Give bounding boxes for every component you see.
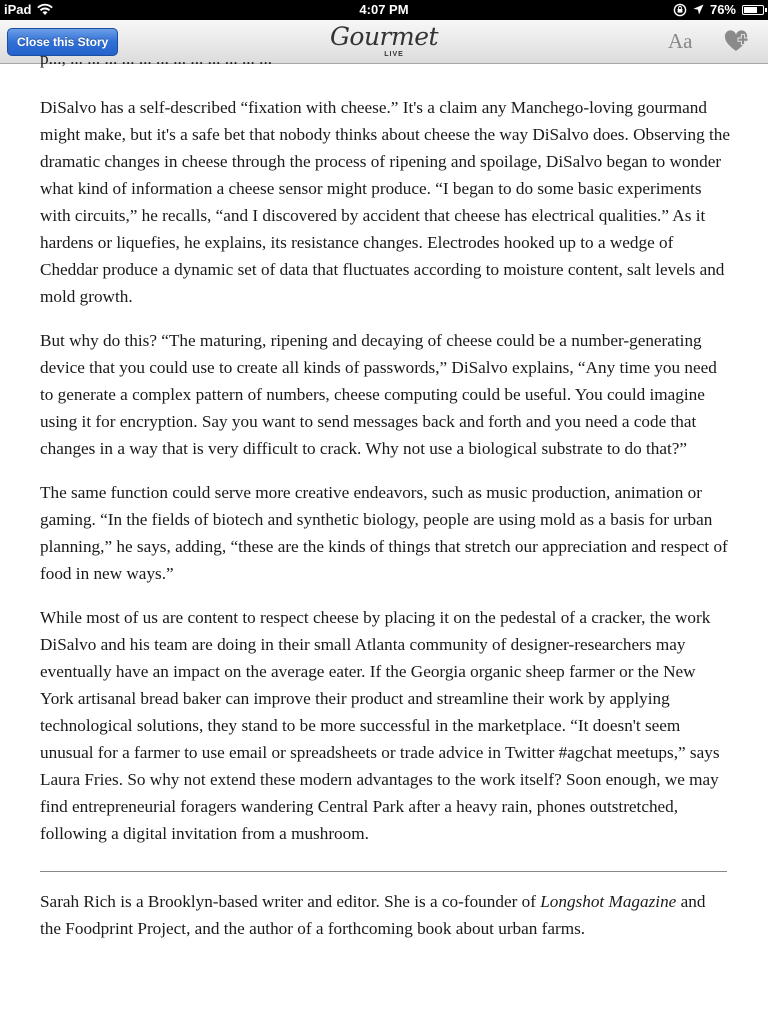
logo-subtext: LIVE <box>384 51 404 58</box>
battery-level <box>744 7 757 13</box>
close-story-button[interactable]: Close this Story <box>7 28 118 56</box>
divider <box>40 871 727 872</box>
article-paragraph: While most of us are content to respect cheese by placing it on the pedestal of a cracker, the work DiSalvo and his team are doing in their small Atlanta community of designer-researchers may eventually have an impact on the average eater. If the Georgia organic sheep farmer or the New York artisanal bread baker can improve their product and streamline their work by applying technological solutions, they stand to be more successful in the marketplace. “It doesn't seem unusual for a farmer to use email or spreadsheets or trade advice in Twitter #agchat meetups,” says Laura Fries. So why not extend these modern advantages to the work itself? Soon enough, we may find entrepreneurial foragers wandering Central Park after a heavy rain, phones outstretched, following a digital invitation from a mushroom. <box>40 608 720 843</box>
article-paragraph: DiSalvo has a self-described “fixation with cheese.” It's a claim any Manchego-loving gourmand might make, but it's a safe bet that nobody thinks about cheese the way DiSalvo does. Observing the dramatic changes in cheese through the process of ripening and spoilage, DiSalvo began to wonder what kind of information a cheese sensor might produce. “I began to do some basic experiments with circuits,” he recalls, “and I discovered by accident that cheese has electrical qualities.” As it hardens or liquefies, he explains, its resistance changes. Electrodes hooked up to a wedge of Cheddar produce a dynamic set of data that fluctuates according to moisture content, salt levels and mold growth. <box>40 98 730 306</box>
font-size-button[interactable]: Aa <box>668 29 693 53</box>
status-time: 4:07 PM <box>359 2 409 17</box>
author-bio: Sarah Rich is a Brooklyn-based writer and editor. She is a co-founder of Longshot Magazine and the Foodprint Project, and the author of a forthcoming book about urban farms. <box>40 892 706 938</box>
location-arrow-icon <box>693 4 704 15</box>
rotation-lock-icon <box>673 3 687 17</box>
device-name: iPad <box>4 2 32 17</box>
clipped-line: p..., ... ... ... ... ... ... ... ... ... ... ... ... <box>40 49 273 68</box>
battery-percent: 76% <box>709 2 736 17</box>
article-paragraph: The same function could serve more creative endeavors, such as music production, animation or gaming. “In the fields of biotech and synthetic biology, people are using mold as a basis for urban planning,” he says, adding, “these are the kinds of things that stretch our appreciation and respect of food in new ways.” <box>40 483 728 583</box>
battery-icon <box>742 5 764 15</box>
magazine-name: Longshot Magazine <box>540 892 677 911</box>
status-bar <box>0 0 768 20</box>
article-paragraph: But why do this? “The maturing, ripening and decaying of cheese could be a number-generating device that you could use to create all kinds of passwords,” DiSalvo explains, “Any time you need to generate a complex pattern of numbers, cheese computing could be useful. You could imagine using it for encryption. Say you want to send messages back and forth and you need a code that changes in a way that is very difficult to crack. Why not use a biological substrate to do that?” <box>40 331 717 458</box>
heart-plus-icon[interactable] <box>724 30 750 54</box>
status-right <box>673 2 764 17</box>
logo-text: Gourmet <box>329 22 439 51</box>
